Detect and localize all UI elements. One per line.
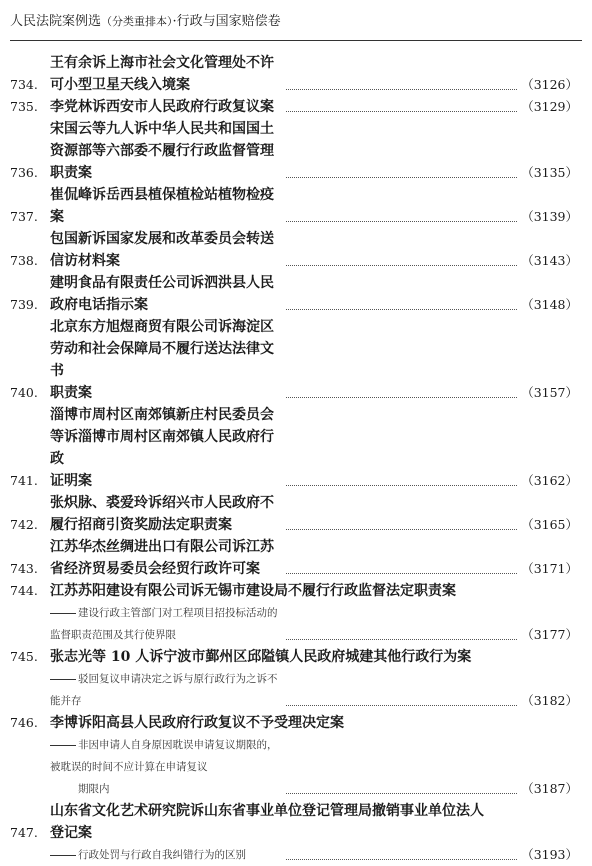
- page-number: （3187）: [521, 781, 578, 796]
- toc-entry: [10, 52, 578, 96]
- entry-title-line: 职责案: [50, 165, 92, 181]
- entry-title-line: 北京东方旭煜商贸有限公司诉海淀区劳动和社会保障局不履行送达法律文书: [50, 319, 274, 379]
- entry-title-line: 王有余诉上海市社会文化管理处不许可小型卫星天线入境案: [50, 55, 274, 93]
- entry-number: 743.: [10, 561, 38, 576]
- entry-number: 742.: [10, 517, 38, 532]
- entry-title-line: 登记案: [50, 825, 92, 841]
- dot-leader: [286, 265, 518, 266]
- entry-title-line: 江苏华杰丝绸进出口有限公司诉江苏省经济贸易委员会经贸行政许可案: [50, 539, 274, 577]
- em-dash-rule: [50, 613, 76, 614]
- entry-number: 744.: [10, 583, 38, 598]
- entry-title-block: [50, 228, 282, 272]
- dot-leader: [286, 793, 518, 794]
- dot-leader: [286, 859, 518, 860]
- subentry-text: 驳回复议申请决定之诉与原行政行为之诉不能并存: [50, 673, 278, 707]
- dot-leader: [286, 177, 518, 178]
- entry-number: 741.: [10, 473, 38, 488]
- page-number: （3157）: [521, 385, 578, 400]
- entry-title-line: 宋国云等九人诉中华人民共和国国土资源部等六部委不履行行政监督管理: [50, 121, 274, 159]
- entry-title-block: [50, 316, 282, 404]
- toc-entry: [10, 492, 578, 536]
- entry-number: 737.: [10, 209, 38, 224]
- toc-subentry: [10, 734, 578, 800]
- entry-title-block: [50, 404, 282, 492]
- toc-subentry: [10, 844, 578, 866]
- entry-title-line: 李博诉阳高县人民政府行政复议不予受理决定案: [50, 715, 344, 731]
- dot-leader: [286, 705, 518, 706]
- page-number: （3126）: [521, 77, 578, 92]
- entry-number: 746.: [10, 715, 38, 730]
- page-number: （3143）: [521, 253, 578, 268]
- entry-title-line: 江苏苏阳建设有限公司诉无锡市建设局不履行行政监督法定职责案: [50, 583, 456, 599]
- page-number: （3171）: [521, 561, 578, 576]
- entry-title-block: [50, 646, 578, 668]
- book-subtitle: （分类重排本）: [101, 15, 173, 28]
- subentry-text-block: [50, 602, 282, 646]
- entry-title-line: 证明案: [50, 473, 92, 489]
- toc-entry: [10, 536, 578, 580]
- page-number: （3165）: [521, 517, 578, 532]
- page-number: （3139）: [521, 209, 578, 224]
- toc-subentry: [10, 602, 578, 646]
- dot-leader: [286, 573, 518, 574]
- entry-title-line: 张炽脉、裘爱玲诉绍兴市人民政府不履行招商引资奖励法定职责案: [50, 495, 274, 533]
- subentry-text-block: [50, 844, 282, 866]
- toc-entry: [10, 800, 578, 844]
- page-number: （3129）: [521, 99, 578, 114]
- entry-title-line: 包国新诉国家发展和改革委员会转送信访材料案: [50, 231, 274, 269]
- page-number: （3162）: [521, 473, 578, 488]
- subentry-text-block: [50, 734, 282, 800]
- toc-entry: [10, 272, 578, 316]
- subentry-line: [50, 602, 282, 646]
- entry-title-line: 建明食品有限责任公司诉泗洪县人民政府电话指示案: [50, 275, 274, 313]
- entry-title-block: [50, 272, 282, 316]
- entry-number: 734.: [10, 77, 38, 92]
- entry-title-block: [50, 800, 578, 844]
- entry-number: 739.: [10, 297, 38, 312]
- em-dash-rule: [50, 855, 76, 856]
- subentry-line: [50, 668, 282, 712]
- entry-title-line: 张志光等 10 人诉宁波市鄞州区邱隘镇人民政府城建其他行政行为案: [50, 649, 472, 665]
- entry-title-line: 山东省文化艺术研究院诉山东省事业单位登记管理局撤销事业单位法人: [50, 803, 484, 819]
- entry-number: 740.: [10, 385, 38, 400]
- entry-title-block: [50, 184, 282, 228]
- entry-title-line: 淄博市周村区南郊镇新庄村民委员会等诉淄博市周村区南郊镇人民政府行政: [50, 407, 274, 467]
- toc-entry: [10, 316, 578, 404]
- page-number: （3177）: [521, 627, 578, 642]
- subentry-text: 非因申请人自身原因耽误申请复议期限的，被耽误的时间不应计算在申请复议: [50, 739, 278, 773]
- table-of-contents: [10, 52, 578, 866]
- toc-entry: [10, 118, 578, 184]
- dot-leader: [286, 639, 518, 640]
- entry-number: 735.: [10, 99, 38, 114]
- subentry-line: [50, 734, 282, 778]
- toc-subentry: [10, 668, 578, 712]
- entry-title-line: 职责案: [50, 385, 92, 401]
- book-title: 人民法院案例选: [10, 14, 102, 29]
- dot-leader: [286, 89, 518, 90]
- entry-title-block: [50, 492, 282, 536]
- dot-leader: [286, 309, 518, 310]
- entry-title-block: [50, 52, 282, 96]
- page-number: （3193）: [521, 847, 578, 862]
- volume-title: ·行政与国家赔偿卷: [172, 14, 281, 29]
- dot-leader: [286, 221, 518, 222]
- entry-title-block: [50, 118, 282, 184]
- dot-leader: [286, 397, 518, 398]
- entry-title-block: [50, 96, 282, 118]
- entry-title-line: 李党林诉西安市人民政府行政复议案: [50, 99, 274, 115]
- subentry-line: [50, 778, 282, 800]
- subentry-text: 期限内: [78, 783, 110, 795]
- page-number: （3135）: [521, 165, 578, 180]
- entry-title-line: 崔侃峰诉岳西县植保植检站植物检疫案: [50, 187, 274, 225]
- entry-title-block: [50, 536, 282, 580]
- toc-entry: [10, 646, 578, 668]
- toc-entry: [10, 404, 578, 492]
- em-dash-rule: [50, 679, 76, 680]
- dot-leader: [286, 485, 518, 486]
- toc-entry: [10, 96, 578, 118]
- running-header: [10, 10, 582, 41]
- entry-number: 745.: [10, 649, 38, 664]
- page-number: （3182）: [521, 693, 578, 708]
- entry-number: 738.: [10, 253, 38, 268]
- entry-title-block: [50, 712, 578, 734]
- dot-leader: [286, 529, 518, 530]
- subentry-line: [50, 844, 282, 866]
- subentry-text-block: [50, 668, 282, 712]
- entry-number: 736.: [10, 165, 38, 180]
- dot-leader: [286, 111, 518, 112]
- toc-entry: [10, 228, 578, 272]
- toc-entry: [10, 184, 578, 228]
- toc-entry: [10, 712, 578, 734]
- subentry-text: 行政处罚与行政自我纠错行为的区别: [78, 849, 246, 861]
- em-dash-rule: [50, 745, 76, 746]
- entry-number: 747.: [10, 825, 38, 840]
- page-number: （3148）: [521, 297, 578, 312]
- subentry-text: 建设行政主管部门对工程项目招投标活动的监督职责范围及其行使界限: [50, 607, 278, 641]
